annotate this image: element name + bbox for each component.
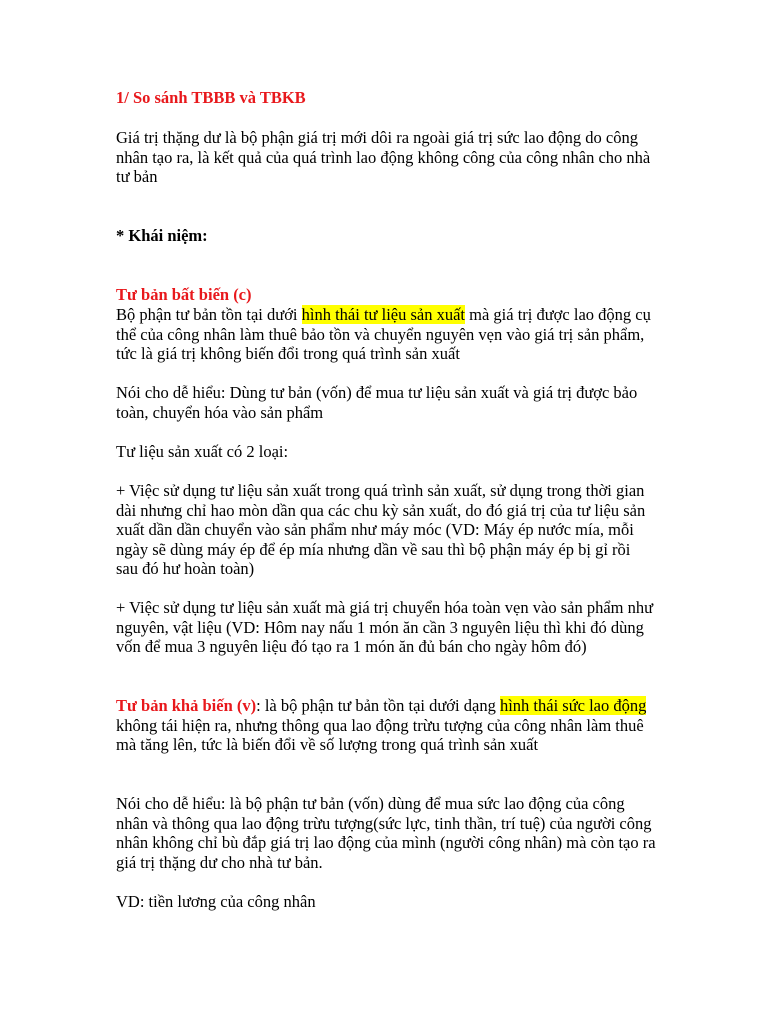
highlight-labor-power: hình thái sức lao động bbox=[499, 696, 647, 715]
definition-text-before: : là bộ phận tư bản tồn tại dưới dạng bbox=[256, 696, 500, 715]
definition-text-after: mà giá trị được lao động cụ thể của công nhân làm thuê bảo tồn và chuyển nguyên vẹn vào giá trị sản phẩm, tức là giá trị không biến đổi trong quá trình sản xuất bbox=[116, 305, 651, 364]
constant-capital-heading: Tư bản bất biến (c) bbox=[116, 285, 252, 304]
variable-capital-explanation: Nói cho dễ hiểu: là bộ phận tư bản (vốn) dùng để mua sức lao động của công nhân và thông qua lao động trừu tượng(sức lực, tinh thần, trí tuệ) của người công nhân không chỉ bù đắp giá trị lao động của mình (người công nhân) mà còn tạo ra giá trị thặng dư cho nhà tư bản. bbox=[116, 794, 656, 872]
concept-heading: * Khái niệm: bbox=[116, 226, 208, 245]
intro-paragraph: Giá trị thặng dư là bộ phận giá trị mới dôi ra ngoài giá trị sức lao động do công nhân tạo ra, là kết quả của quá trình lao động không công của công nhân cho nhà tư bản bbox=[116, 128, 651, 187]
variable-capital-heading: Tư bản khả biến (v) bbox=[116, 696, 257, 715]
constant-capital-explanation: Nói cho dễ hiểu: Dùng tư bản (vốn) để mua tư liệu sản xuất và giá trị được bảo toàn, chuyển hóa vào sản phẩm bbox=[116, 383, 638, 422]
section-title: 1/ So sánh TBBB và TBKB bbox=[116, 88, 306, 107]
definition-text-before: Bộ phận tư bản tồn tại dưới bbox=[116, 305, 302, 324]
means-of-production-type-2: + Việc sử dụng tư liệu sản xuất mà giá trị chuyển hóa toàn vẹn vào sản phẩm như nguyên, vật liệu (VD: Hôm nay nấu 1 món ăn cần 3 nguyên liệu thì khi đó dùng vốn để mua 3 nguyên liệu đó tạo ra 1 món ăn đủ bán cho ngày hôm đó) bbox=[116, 598, 654, 657]
variable-capital-definition bbox=[116, 696, 656, 755]
definition-text-after: không tái hiện ra, nhưng thông qua lao động trừu tượng của công nhân làm thuê mà tăng lên, tức là biến đổi về số lượng trong quá trình sản xuất bbox=[116, 715, 644, 755]
means-of-production-type-1: + Việc sử dụng tư liệu sản xuất trong quá trình sản xuất, sử dụng trong thời gian dài nhưng chỉ hao mòn dần qua các chu kỳ sản xuất, do đó giá trị của tư liệu sản xuất dần dần chuyển vào sản phẩm như máy móc (VD: Máy ép nước mía, mỗi ngày sẽ dùng máy ép để ép mía nhưng dần về sau thì bộ phận máy ép bị gỉ rồi sau đó hư hoàn toàn) bbox=[116, 481, 646, 579]
highlight-means-of-production: hình thái tư liệu sản xuất bbox=[301, 305, 466, 324]
variable-capital-example: VD: tiền lương của công nhân bbox=[116, 892, 316, 911]
means-of-production-types-label: Tư liệu sản xuất có 2 loại: bbox=[116, 442, 289, 461]
constant-capital-definition bbox=[116, 305, 656, 364]
